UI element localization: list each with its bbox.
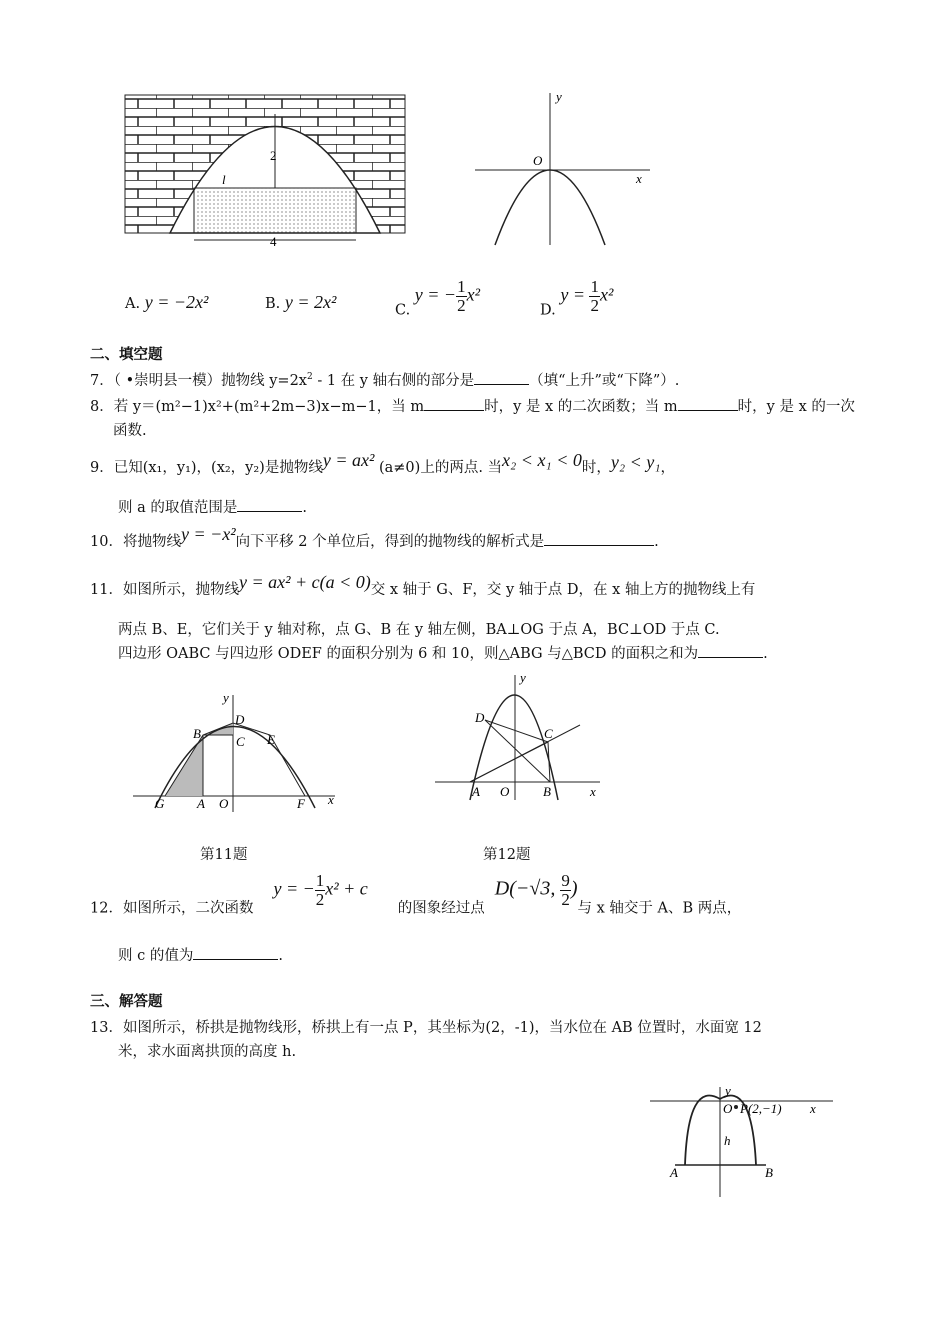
question-9-cont: 则 a 的取值范围是 . (118, 496, 307, 517)
question-9: 9．已知(x₁，y₁)，(x₂，y₂)是抛物线y = ax² (a≠0)上的两点. 当x₂ < x₁ < 0时，y₂ < y₁， (90, 450, 675, 476)
height-label: 2 (270, 148, 277, 163)
question-8-cont: 函数. (113, 423, 147, 439)
question-8: 8．若 y＝(m²−1)x²+(m²+2m−3)x−m−1，当 m 时，y 是 x 的二次函数；当 m 时，y 是 x 的一次 (90, 395, 855, 416)
option-d: D. y = $\frac{1}{2}$ x² (540, 277, 614, 319)
label: E (267, 732, 275, 747)
option-a: A. y = −2x² (125, 292, 209, 312)
answer-blank[interactable] (698, 643, 763, 658)
figure-11 (125, 690, 345, 815)
label: C (236, 734, 245, 749)
question-13-cont: 米，求水面离拱顶的高度 h. (118, 1044, 297, 1060)
section-fill-blank: 二、填空题 (90, 347, 163, 363)
label: B (543, 784, 551, 799)
label: h (724, 1133, 731, 1148)
y-label: y (556, 89, 562, 104)
question-12-cont: 则 c 的值为 . (118, 944, 283, 965)
question-11: 11．如图所示，抛物线y = ax² + c(a < 0)交 x 轴于 G、F，交 y 轴于点 D，在 x 轴上方的抛物线上有 (90, 572, 756, 598)
option-b: B. y = 2x² (265, 292, 337, 312)
parabola-axes-figure (470, 85, 660, 250)
answer-blank[interactable] (237, 497, 302, 512)
label: x (328, 792, 334, 807)
question-7: 7．（ •崇明县一模）抛物线 $y=2x^2 - 1$ 在 y 轴右侧的部分是 （填“上升”或“下降”）. (90, 369, 679, 390)
label: P(2,−1) (740, 1101, 782, 1116)
label: D (475, 710, 485, 725)
question-11-cont: 两点 B、E，它们关于 y 轴对称，点 G、B 在 y 轴左侧，BA⊥OG 于点 A，BC⊥OD 于点 C. (118, 622, 720, 638)
question-12: 12．如图所示，二次函数y = − $\frac{1}{2}$ x² + c的图象经过点D(−√3, $\frac{9}{2}$ )与 x 轴交于 A、B 两点， (90, 871, 742, 917)
label: O (219, 796, 229, 811)
answer-blank[interactable] (474, 370, 529, 385)
section-solutions: 三、解答题 (90, 994, 163, 1010)
x-label: x (636, 171, 642, 186)
label: B (193, 726, 201, 741)
answer-blank[interactable] (678, 396, 738, 411)
label: y (223, 690, 229, 705)
figure-11-caption: 第11题 (200, 847, 248, 863)
origin-label: O (533, 153, 543, 168)
label: y (725, 1085, 731, 1098)
question-10: 10．将抛物线y = −x²向下平移 2 个单位后，得到的抛物线的解析式是 . (90, 524, 659, 550)
answer-blank[interactable] (544, 531, 654, 546)
question-13: 13．如图所示，桥拱是抛物线形，桥拱上有一点 P，其坐标为(2，-1)，当水位在 AB 位置时，水面宽 12 (90, 1020, 762, 1036)
label: A (670, 1165, 678, 1180)
label: G (155, 796, 165, 811)
figure-13 (648, 1085, 838, 1200)
line-label: l (222, 172, 226, 187)
answer-blank[interactable] (424, 396, 484, 411)
option-c: C. y = − $\frac{1}{2}$ x² (395, 277, 480, 319)
label: x (590, 784, 596, 799)
label: y (520, 670, 526, 685)
brick-wall-figure (120, 90, 410, 250)
figure-12 (430, 670, 615, 805)
answer-blank[interactable] (193, 945, 278, 960)
figure-12-caption: 第12题 (483, 847, 531, 863)
label: x (810, 1101, 816, 1116)
label: O (500, 784, 510, 799)
label: F (297, 796, 305, 811)
label: B (765, 1165, 773, 1180)
label: C (544, 726, 553, 741)
label: D (235, 712, 245, 727)
width-label: 4 (270, 234, 277, 249)
label: A (472, 784, 480, 799)
label: O (723, 1101, 733, 1116)
label: A (197, 796, 205, 811)
question-11-cont2: 四边形 OABC 与四边形 ODEF 的面积分别为 6 和 10，则△ABG 与△BCD 的面积之和为 . (118, 642, 768, 663)
